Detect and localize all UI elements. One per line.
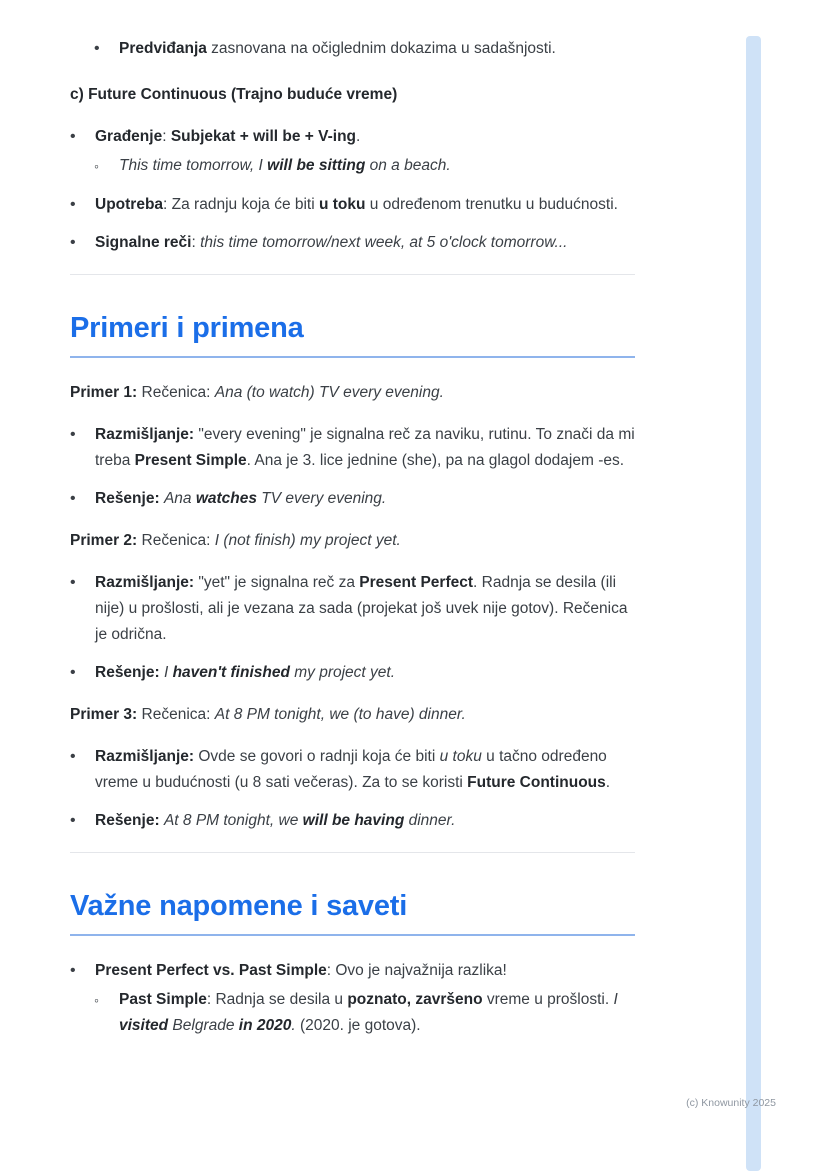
bullet-icon bbox=[70, 808, 95, 834]
list-item-razmisljanje-1 bbox=[70, 422, 635, 474]
bullet-icon bbox=[70, 958, 95, 984]
list-item-text: Past Simple: Radnja se desila u poznato, završeno vreme u prošlosti. I visited Belgrade in 2020. (2020. je gotova). bbox=[119, 991, 618, 1034]
list-item-text: Predviđanja zasnovana na očiglednim dokazima u sadašnjosti. bbox=[119, 40, 556, 57]
document-content bbox=[70, 36, 635, 1051]
bullet-icon bbox=[70, 230, 95, 256]
list-item-signalne-reci bbox=[70, 230, 635, 256]
circle-bullet-icon bbox=[94, 153, 119, 180]
list-item-text: This time tomorrow, I will be sitting on a beach. bbox=[119, 157, 451, 174]
list-item-text: Razmišljanje: "yet" je signalna reč za Present Perfect. Radnja se desila (ili nije) u prošlosti, ali je vezana za sada (projekat još uvek nije gotov). Rečenica je odrična. bbox=[95, 574, 628, 643]
section-heading-vazne-napomene: Važne napomene i saveti bbox=[70, 889, 635, 936]
list-item-gradjenje bbox=[70, 124, 635, 150]
list-item-text: Present Perfect vs. Past Simple: Ovo je najvažnija razlika! bbox=[95, 962, 507, 979]
section-divider bbox=[70, 274, 635, 275]
page-edge-bar bbox=[746, 36, 761, 1171]
primer-3-list bbox=[70, 744, 635, 834]
list-item-text: Razmišljanje: "every evening" je signalna reč za naviku, rutinu. To znači da mi treba Present Simple. Ana je 3. lice jednine (she), pa na glagol dodajem -es. bbox=[95, 426, 635, 469]
section-heading-primeri: Primeri i primena bbox=[70, 311, 635, 358]
bullet-icon bbox=[70, 192, 95, 218]
list-item-past-simple bbox=[70, 987, 635, 1039]
bullet-icon bbox=[70, 660, 95, 686]
list-item-text: Građenje: Subjekat + will be + V-ing. bbox=[95, 128, 361, 145]
vazne-napomene-list bbox=[70, 958, 635, 1039]
future-continuous-list bbox=[70, 124, 635, 256]
primer-1-line: Primer 1: Rečenica: Ana (to watch) TV every evening. bbox=[70, 384, 444, 401]
list-item-razmisljanje-3 bbox=[70, 744, 635, 796]
copyright-footer: (c) Knowunity 2025 bbox=[686, 1097, 776, 1109]
section-divider bbox=[70, 852, 635, 853]
primer-2-list bbox=[70, 570, 635, 686]
primer-1-list bbox=[70, 422, 635, 512]
list-item-predvidjanja bbox=[70, 36, 635, 62]
list-item-text: Rešenje: At 8 PM tonight, we will be having dinner. bbox=[95, 812, 456, 829]
list-item-resenje-2 bbox=[70, 660, 635, 686]
bullet-icon bbox=[70, 124, 95, 150]
bullet-icon bbox=[70, 422, 95, 474]
primer-2-line: Primer 2: Rečenica: I (not finish) my project yet. bbox=[70, 532, 401, 549]
list-item-razmisljanje-2 bbox=[70, 570, 635, 648]
primer-3-line: Primer 3: Rečenica: At 8 PM tonight, we (to have) dinner. bbox=[70, 706, 466, 723]
list-item-resenje-1 bbox=[70, 486, 635, 512]
list-item-text: Rešenje: Ana watches TV every evening. bbox=[95, 490, 387, 507]
bullet-icon bbox=[70, 570, 95, 648]
list-item-text: Razmišljanje: Ovde se govori o radnji koja će biti u toku u tačno određeno vreme u budućnosti (u 8 sati večeras). Za to se koristi Future Continuous. bbox=[95, 748, 611, 791]
list-item-resenje-3 bbox=[70, 808, 635, 834]
subsection-heading-future-continuous: c) Future Continuous (Trajno buduće vreme) bbox=[70, 86, 398, 103]
bullet-icon bbox=[70, 744, 95, 796]
circle-bullet-icon bbox=[94, 987, 119, 1039]
list-item-text: Signalne reči: this time tomorrow/next week, at 5 o'clock tomorrow... bbox=[95, 234, 568, 251]
list-item-pp-vs-ps bbox=[70, 958, 635, 984]
bullet-icon bbox=[94, 36, 119, 62]
list-item-gradjenje-example bbox=[70, 153, 635, 180]
list-item-text: Rešenje: I haven't finished my project yet. bbox=[95, 664, 396, 681]
list-item-upotreba bbox=[70, 192, 635, 218]
list-item-text: Upotreba: Za radnju koja će biti u toku u određenom trenutku u budućnosti. bbox=[95, 196, 618, 213]
bullet-icon bbox=[70, 486, 95, 512]
